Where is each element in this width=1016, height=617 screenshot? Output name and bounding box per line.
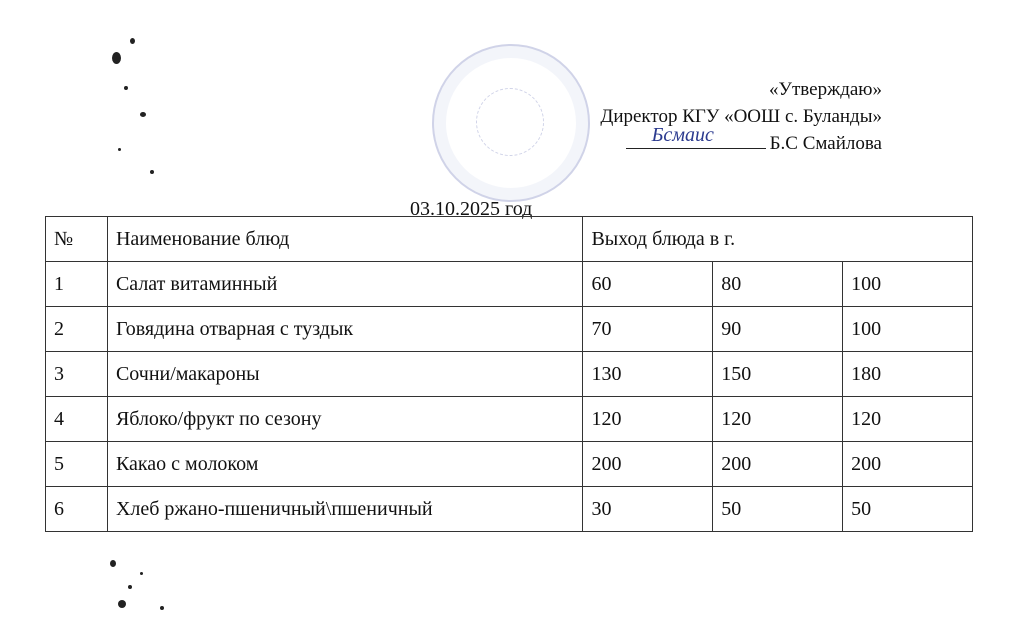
signer-name: Б.С Смайлова bbox=[769, 133, 882, 154]
row-output-3: 200 bbox=[843, 442, 973, 487]
row-output-1: 70 bbox=[583, 307, 713, 352]
table-row bbox=[46, 352, 973, 397]
row-number: 4 bbox=[46, 397, 108, 442]
row-dish-name: Говядина отварная с туздык bbox=[107, 307, 583, 352]
table-row bbox=[46, 487, 973, 532]
row-dish-name: Какао с молоком bbox=[107, 442, 583, 487]
row-dish-name: Салат витаминный bbox=[107, 262, 583, 307]
row-number: 5 bbox=[46, 442, 108, 487]
row-number: 6 bbox=[46, 487, 108, 532]
row-output-3: 50 bbox=[843, 487, 973, 532]
row-dish-name: Хлеб ржано-пшеничный\пшеничный bbox=[107, 487, 583, 532]
row-number: 2 bbox=[46, 307, 108, 352]
row-output-1: 120 bbox=[583, 397, 713, 442]
row-output-2: 80 bbox=[713, 262, 843, 307]
table-row bbox=[46, 397, 973, 442]
row-dish-name: Яблоко/фрукт по сезону bbox=[107, 397, 583, 442]
row-output-3: 180 bbox=[843, 352, 973, 397]
director-line: Директор КГУ «ООШ с. Буланды» bbox=[600, 106, 882, 127]
row-output-2: 90 bbox=[713, 307, 843, 352]
table-row bbox=[46, 307, 973, 352]
row-number: 3 bbox=[46, 352, 108, 397]
document-date: 03.10.2025 год bbox=[410, 198, 533, 220]
approved-label: «Утверждаю» bbox=[769, 79, 882, 100]
table-row bbox=[46, 442, 973, 487]
menu-table bbox=[45, 216, 973, 532]
row-output-2: 200 bbox=[713, 442, 843, 487]
row-dish-name: Сочни/макароны bbox=[107, 352, 583, 397]
row-output-2: 150 bbox=[713, 352, 843, 397]
approval-block bbox=[600, 76, 882, 157]
row-output-3: 120 bbox=[843, 397, 973, 442]
row-number: 1 bbox=[46, 262, 108, 307]
table-row bbox=[46, 262, 973, 307]
row-output-2: 120 bbox=[713, 397, 843, 442]
row-output-1: 200 bbox=[583, 442, 713, 487]
row-output-3: 100 bbox=[843, 262, 973, 307]
header-dish-name: Наименование блюд bbox=[107, 217, 583, 262]
header-number: № bbox=[46, 217, 108, 262]
row-output-3: 100 bbox=[843, 307, 973, 352]
row-output-1: 30 bbox=[583, 487, 713, 532]
official-stamp bbox=[432, 44, 590, 202]
signature-underline bbox=[626, 124, 766, 149]
table-header-row bbox=[46, 217, 973, 262]
handwritten-signature: Бсмаис bbox=[651, 124, 714, 146]
row-output-1: 130 bbox=[583, 352, 713, 397]
row-output-1: 60 bbox=[583, 262, 713, 307]
signature-line bbox=[600, 124, 882, 157]
row-output-2: 50 bbox=[713, 487, 843, 532]
header-output: Выход блюда в г. bbox=[583, 217, 973, 262]
